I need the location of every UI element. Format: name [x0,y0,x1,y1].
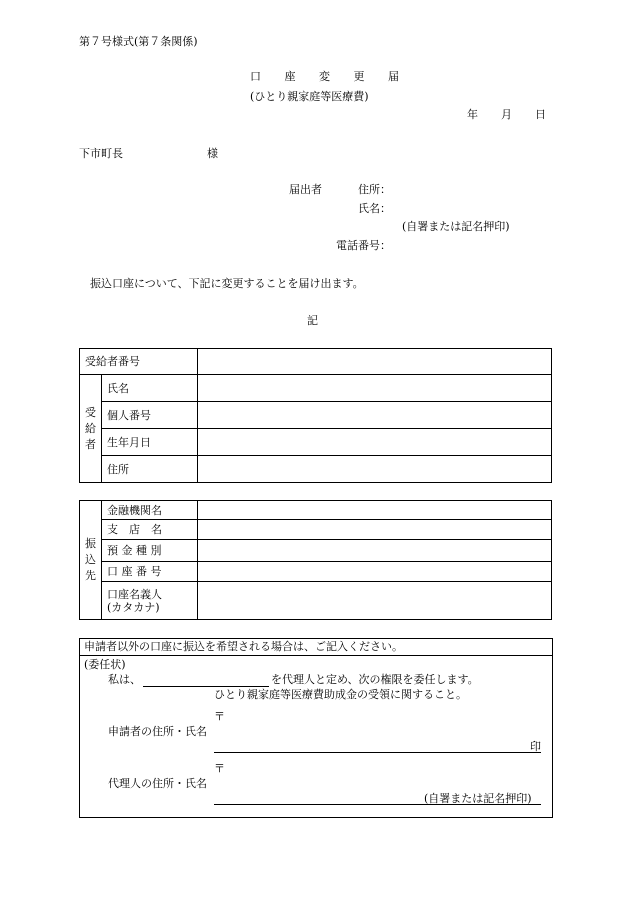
watashi-text: 私は、 [108,673,141,686]
branch-name-label: 支 店 名 [102,520,198,540]
recipient-name-label: 氏名 [102,375,198,402]
account-type-label: 預 金 種 別 [102,540,198,562]
recipient-number-label: 受給者番号 [80,349,198,375]
proxy-heading: 申請者以外の口座に振込を希望される場合は、ご記入ください。 [84,640,403,653]
recipient-number-field[interactable] [198,349,552,375]
recipient-birthdate-field[interactable] [198,429,552,456]
date-month: 月 [501,108,512,121]
proxy-heading-divider [79,655,552,656]
seal-mark: 印 [530,740,541,753]
date-year: 年 [467,108,478,121]
account-holder-label-line1: 口座名義人 [107,587,162,601]
recipient-name-field[interactable] [198,375,552,402]
account-type-field[interactable] [198,540,552,562]
recipient-birthdate-label: 生年月日 [102,429,198,456]
authority-text: ひとり親家庭等医療費助成金の受領に関すること。 [214,688,467,701]
bank-table [79,500,552,620]
agent-name-blank[interactable] [143,686,269,687]
ki-mark: 記 [307,314,318,327]
bank-name-label: 金融機関名 [102,501,198,520]
form-number: 第７号様式(第７条関係) [79,35,198,48]
applicant-label: 申請者の住所・氏名 [108,725,207,738]
recipient-address-field[interactable] [198,456,552,483]
account-holder-label-line2: (カタカナ) [107,600,160,614]
ininjou-label: (委任状) [84,658,126,671]
agent-signature-note: (自署または記名押印) [424,792,532,805]
submitter-label: 届出者 [289,183,322,196]
recipient-id-label: 個人番号 [102,402,198,429]
branch-name-field[interactable] [198,520,552,540]
account-number-field[interactable] [198,562,552,582]
submitter-signature-note: (自署または記名押印) [402,220,510,233]
form-subtitle: (ひとり親家庭等医療費) [250,90,369,103]
addressee-name: 下市町長 [79,147,123,160]
recipient-group-label: 受 給 者 [80,375,102,483]
bank-name-field[interactable] [198,501,552,520]
submitter-name-label: 氏名： [358,202,391,215]
submitter-phone-label: 電話番号： [336,239,391,252]
date-day: 日 [535,108,546,121]
appoint-text: を代理人と定め、次の権限を委任します。 [271,673,479,686]
recipient-table [79,348,552,483]
postal-mark-agent: 〒 [214,762,225,775]
bank-group-label: 振 込 先 [80,501,102,620]
postal-mark-applicant: 〒 [214,710,225,723]
addressee-honorific: 様 [207,147,218,160]
form-title: 口 座 変 更 届 [250,70,399,83]
applicant-line[interactable] [214,752,541,753]
recipient-address-label: 住所 [102,456,198,483]
account-holder-label [102,582,198,620]
agent-label: 代理人の住所・氏名 [108,777,207,790]
body-text: 振込口座について、下記に変更することを届け出ます。 [90,277,364,290]
recipient-id-field[interactable] [198,402,552,429]
account-holder-field[interactable] [198,582,552,620]
account-number-label: 口 座 番 号 [102,562,198,582]
submitter-address-label: 住所： [358,183,391,196]
